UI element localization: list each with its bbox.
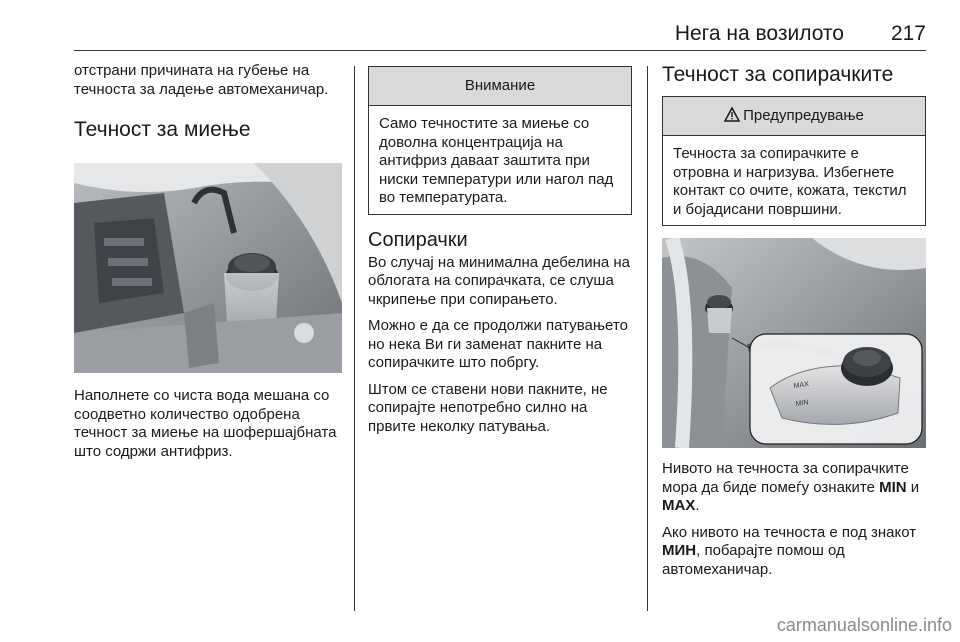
column-divider-1	[354, 66, 355, 611]
brakes-paragraph-1: Во случај на минимална дебелина на облогата на сопирачката, се слуша чкрипење при сопирањето.	[368, 253, 631, 308]
page-header	[74, 22, 926, 50]
column-3	[662, 62, 926, 587]
notice-box	[368, 66, 632, 215]
brake-fluid-heading: Течност за сопирачките	[662, 63, 894, 86]
warning-title: Предупредување	[743, 107, 864, 124]
warning-triangle-icon	[724, 99, 740, 137]
column-1	[74, 62, 342, 469]
intro-text: отстрани причината на губење на течноста за ладење автомеханичар.	[74, 62, 329, 98]
brake-fluid-low-text	[662, 524, 926, 580]
brake-fluid-level-text	[662, 460, 926, 516]
column-divider-2	[647, 66, 648, 611]
max-mark-label: MAX	[662, 497, 696, 514]
header-rule	[74, 50, 926, 51]
page-number: 217	[890, 22, 926, 45]
column-2	[368, 62, 632, 444]
engine-bay-illustration	[74, 163, 342, 373]
level-text-part: Нивото на течноста за сопирачките мора да биде помеѓу ознаките	[662, 460, 909, 496]
brakes-heading: Сопирачки	[368, 228, 468, 251]
warning-body: Течноста за сопирачките е отровна и нагризува. Избегнете контакт со очите, кожата, текстил и бојадисани површини.	[673, 145, 907, 218]
notice-title: Внимание	[369, 67, 631, 106]
brake-fluid-photo	[662, 238, 926, 448]
washer-fluid-caption: Наполнете со чиста вода мешана со соодветно количество одобрена течност за миење на шофершајбната што содржи антифриз.	[74, 387, 337, 460]
watermark: carmanualsonline.info	[776, 615, 952, 635]
brakes-paragraph-2: Можно е да се продолжи патувањето но нека Ви ги заменат пакните на сопирачките што побргу.	[368, 317, 628, 371]
low-text-part: , побарајте помош од автомеханичар.	[662, 542, 845, 578]
warning-box	[662, 96, 926, 226]
level-text-part: и	[906, 478, 920, 496]
washer-fluid-heading: Течност за миење	[74, 118, 251, 141]
min-mark-label: MIN	[879, 478, 907, 496]
brakes-paragraph-3: Штом се ставени нови пакните, не сопирајте непотребно силно на првите неколку патувања.	[368, 380, 608, 435]
header-title: Нега на возилото	[674, 22, 844, 45]
level-text-part: .	[695, 497, 700, 514]
min-sign-label: МИН	[662, 542, 697, 559]
brake-reservoir-illustration	[662, 238, 926, 448]
notice-body: Само течностите за миење со доволна концентрација на антифриз даваат заштита при ниски температури или нагол пад во температурата.	[379, 115, 614, 206]
svg-text:MIN: MIN	[795, 399, 809, 408]
washer-fluid-photo	[74, 163, 342, 373]
warning-title-row	[663, 97, 925, 136]
low-text-part: Ако нивото на течноста е под знакот	[662, 523, 917, 541]
svg-text:MAX: MAX	[793, 380, 810, 390]
